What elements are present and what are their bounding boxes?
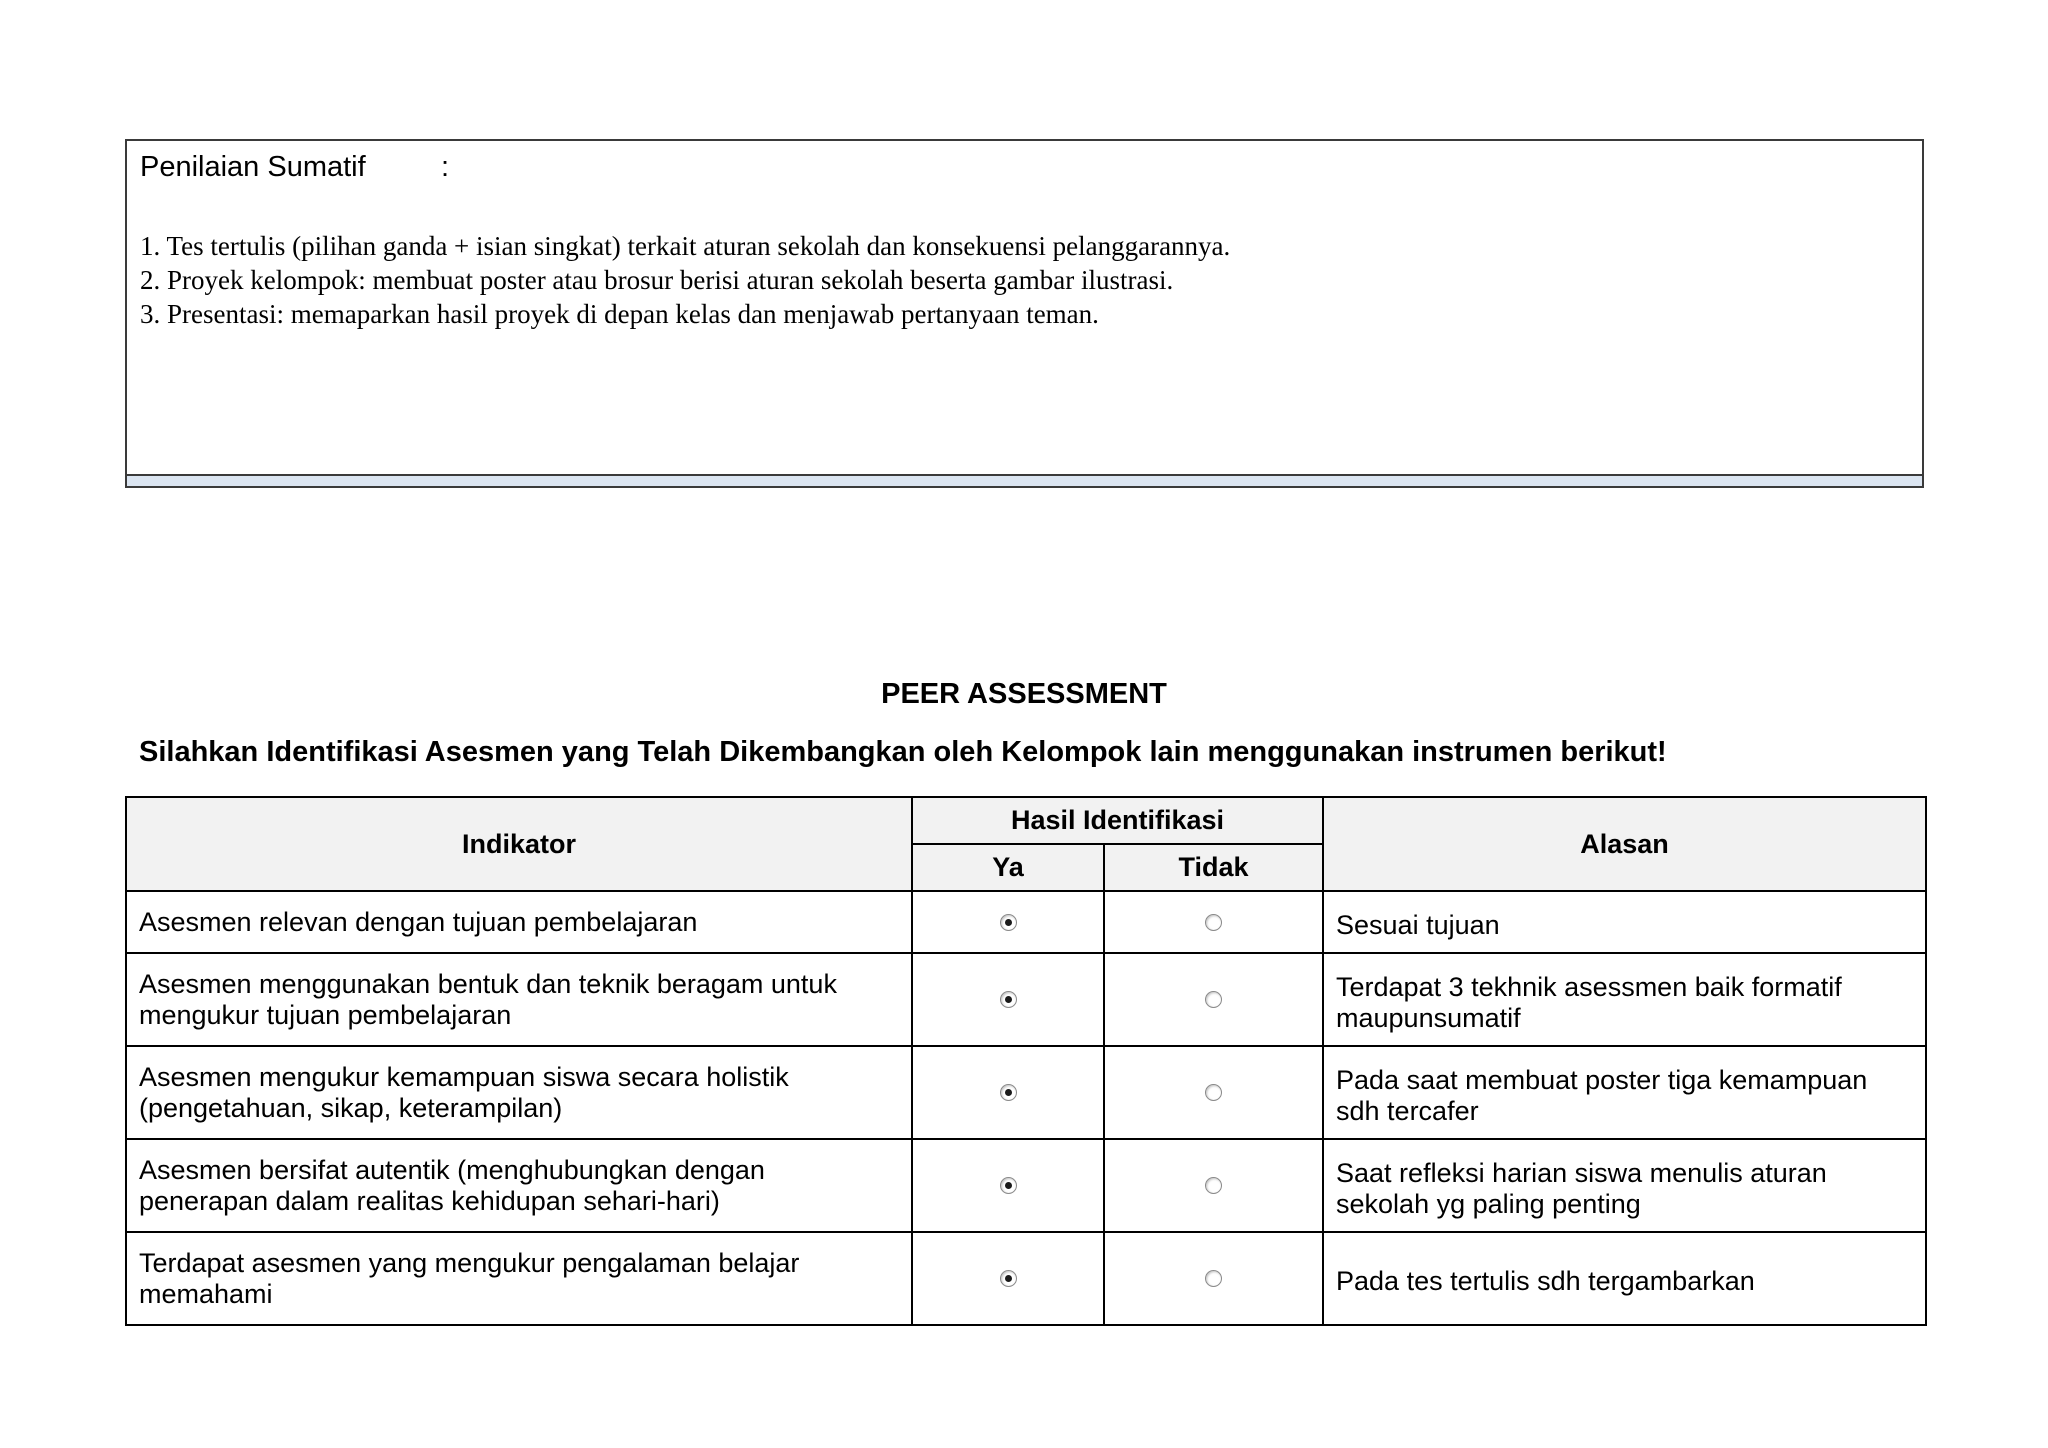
table-row — [126, 1139, 1926, 1232]
table-row — [126, 953, 1926, 1046]
radio-cell-tidak — [1104, 1046, 1323, 1139]
header-ya: Ya — [912, 844, 1104, 891]
reason-cell: Pada saat membuat poster tiga kemampuan sdh tercafer — [1323, 1046, 1926, 1139]
radio-tidak[interactable] — [1205, 1270, 1222, 1287]
reason-cell: Sesuai tujuan — [1323, 891, 1926, 953]
radio-tidak[interactable] — [1205, 991, 1222, 1008]
radio-cell-tidak — [1104, 1139, 1323, 1232]
peer-assessment-instruction: Silahkan Identifikasi Asesmen yang Telah Dikembangkan oleh Kelompok lain menggunakan instrumen berikut! — [139, 736, 1667, 768]
summative-item: 3. Presentasi: memaparkan hasil proyek di depan kelas dan menjawab pertanyaan teman. — [140, 299, 1099, 329]
summative-label: Penilaian Sumatif — [140, 151, 366, 183]
peer-assessment-title: PEER ASSESSMENT — [881, 678, 1167, 710]
radio-cell-ya — [912, 1139, 1104, 1232]
header-alasan: Alasan — [1323, 797, 1926, 891]
radio-cell-tidak — [1104, 953, 1323, 1046]
radio-cell-tidak — [1104, 891, 1323, 953]
table-row — [126, 891, 1926, 953]
reason-cell: Pada tes tertulis sdh tergambarkan — [1323, 1232, 1926, 1325]
indicator-cell: Asesmen relevan dengan tujuan pembelajaran — [126, 891, 912, 953]
table-row — [126, 1046, 1926, 1139]
summative-list — [140, 229, 1230, 331]
indicator-cell: Asesmen mengukur kemampuan siswa secara holistik (pengetahuan, sikap, keterampilan) — [126, 1046, 912, 1139]
radio-ya[interactable] — [1000, 914, 1017, 931]
radio-cell-tidak — [1104, 1232, 1323, 1325]
radio-ya[interactable] — [1000, 1177, 1017, 1194]
indicator-cell: Asesmen menggunakan bentuk dan teknik beragam untuk mengukur tujuan pembelajaran — [126, 953, 912, 1046]
reason-cell: Saat refleksi harian siswa menulis aturan sekolah yg paling penting — [1323, 1139, 1926, 1232]
radio-tidak[interactable] — [1205, 914, 1222, 931]
radio-ya[interactable] — [1000, 1084, 1017, 1101]
radio-cell-ya — [912, 1046, 1104, 1139]
summative-assessment-box — [125, 139, 1924, 488]
header-tidak: Tidak — [1104, 844, 1323, 891]
reason-cell: Terdapat 3 tekhnik asessmen baik formatif maupunsumatif — [1323, 953, 1926, 1046]
box-bottom-band — [127, 474, 1922, 486]
radio-tidak[interactable] — [1205, 1177, 1222, 1194]
peer-assessment-table — [125, 796, 1927, 1326]
radio-tidak[interactable] — [1205, 1084, 1222, 1101]
radio-cell-ya — [912, 953, 1104, 1046]
header-indikator: Indikator — [126, 797, 912, 891]
radio-cell-ya — [912, 891, 1104, 953]
table-row — [126, 1232, 1926, 1325]
radio-ya[interactable] — [1000, 991, 1017, 1008]
summative-item: 1. Tes tertulis (pilihan ganda + isian singkat) terkait aturan sekolah dan konsekuensi pelanggarannya. — [140, 231, 1231, 261]
radio-ya[interactable] — [1000, 1270, 1017, 1287]
header-hasil-identifikasi: Hasil Identifikasi — [912, 797, 1323, 844]
indicator-cell: Terdapat asesmen yang mengukur pengalaman belajar memahami — [126, 1232, 912, 1325]
summative-item: 2. Proyek kelompok: membuat poster atau brosur berisi aturan sekolah beserta gambar ilustrasi. — [140, 265, 1174, 295]
radio-cell-ya — [912, 1232, 1104, 1325]
indicator-cell: Asesmen bersifat autentik (menghubungkan dengan penerapan dalam realitas kehidupan sehari-hari) — [126, 1139, 912, 1232]
summative-colon: : — [441, 151, 450, 183]
